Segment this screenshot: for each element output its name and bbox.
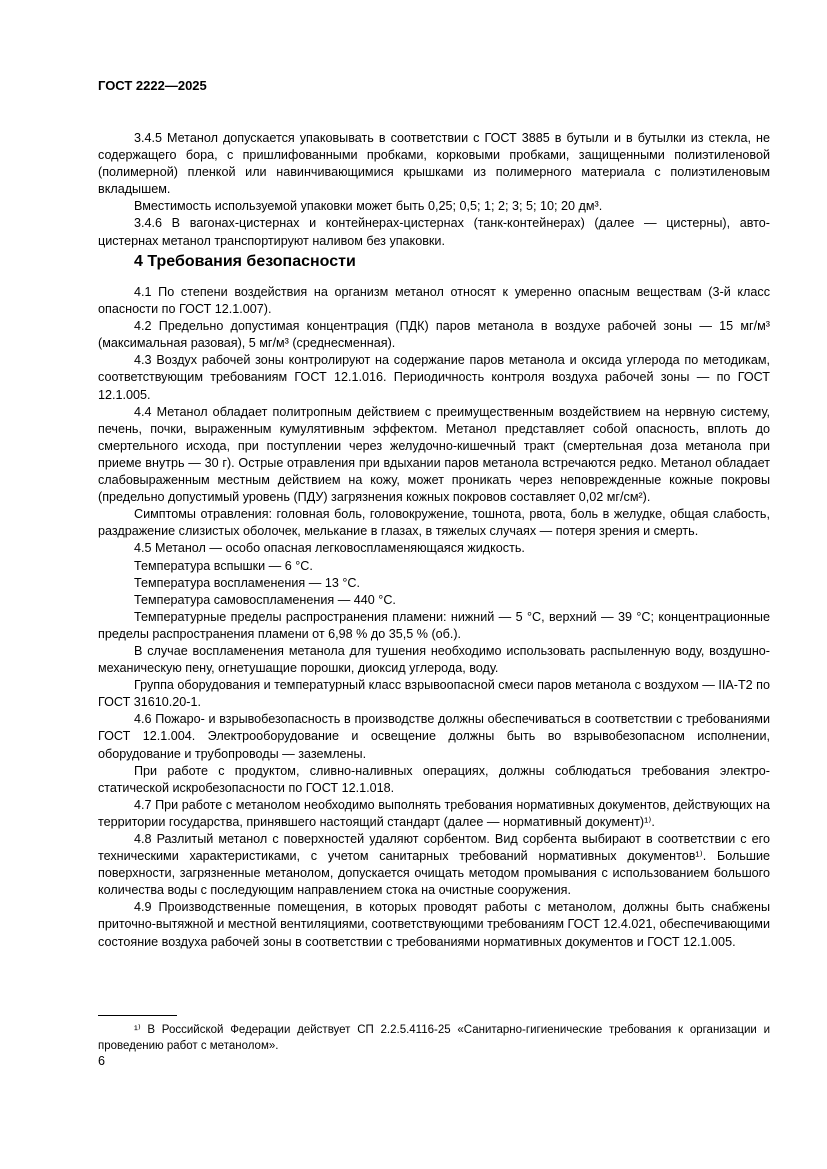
paragraph: 4.1 По степени воздействия на организм метанол относят к умеренно опасным веществам (3-й класс опасности по ГОСТ 12.1.007). — [98, 285, 770, 317]
paragraph: 3.4.5 Метанол допускается упаковывать в соответствии с ГОСТ 3885 в бутыли и в бутылки из стекла, не содержащего бора, с пришлифованными пробками, корковыми пробками, защищенными полиэтиленовой (полимерной) пленкой или навинчивающимися крышками из полимерного материала с полиэтиленовым вкладышем. — [98, 131, 770, 197]
paragraph: Температура воспламенения — 13 °С. — [134, 575, 360, 590]
paragraph: 4.5 Метанол — особо опасная легковоспламеняющаяся жидкость. — [134, 541, 525, 556]
paragraph: Симптомы отравления: головная боль, головокружение, тошнота, рвота, боль в желудке, общая слабость, раздражение слизистых оболочек, мелькание в глазах, в тяжелых случаях — потеря зрения и смерть. — [98, 507, 770, 539]
paragraph: В случае воспламенения метанола для тушения необходимо использовать распыленную воду, воздушно-механическую пену, огнетушащие порошки, диоксид углерода, воду. — [98, 643, 770, 676]
footnote-text: ¹⁾ В Российской Федерации действует СП 2.2.5.4116-25 «Санитарно-гигиенические требования к организации и проведению работ с метанолом». — [98, 1024, 770, 1052]
paragraph: 4.2 Предельно допустимая концентрация (ПДК) паров метанола в воздухе рабочей зоны — 15 мг/м³ (максимальная разовая), 5 мг/м³ (среднесменная). — [98, 319, 770, 351]
paragraph: 4.7 При работе с метанолом необходимо выполнять требования нормативных документов, действующих на территории государства, принявшего настоящий стандарт (далее — нормативный документ)¹⁾. — [98, 797, 770, 829]
document-header: ГОСТ 2222—2025 — [98, 78, 207, 93]
paragraph: 4.6 Пожаро- и взрывобезопасность в производстве должны обеспечиваться в соответствии с требованиями ГОСТ 12.1.004. Электрооборудование и освещение должны быть во взрывобезопасном исполнении, оборудование и трубопроводы — заземлены. — [98, 712, 770, 761]
paragraph: 4.3 Воздух рабочей зоны контролируют на содержание паров метанола и оксида углерода по методикам, соответствующим требованиям ГОСТ 12.1.016. Периодичность контроля воздуха рабочей зоны — по ГОСТ 12.1.005. — [98, 353, 770, 402]
paragraph: 4.4 Метанол обладает политропным действием с преимущественным воздействием на нервную систему, печень, почки, выраженным кумулятивным эффектом. Метанол представляет собой опасность, вплоть до смертельного исхода, при поступлении через желудочно-кишечный тракт (смертельная доза метанола при приеме внутрь — 30 г). Острые отравления при вдыхании паров метанола встречаются редко. Метанол обладает слабовыраженным местным действием на кожу, может проникать через неповрежденные кожные покровы (предельно допустимый уровень (ПДУ) загрязнения кожных покровов составляет 0,02 мг/см²). — [98, 404, 770, 505]
paragraph: 4.9 Производственные помещения, в которых проводят работы с метанолом, должны быть снабжены приточно-вытяжной и местной вентиляциями, соответствующими требованиям ГОСТ 12.4.021, обеспечивающими состояние воздуха рабочей зоны в соответствии с требованиями нормативных документов и ГОСТ 12.1.005. — [98, 900, 770, 949]
paragraph: Температура вспышки — 6 °С. — [134, 558, 313, 573]
footnote — [98, 1022, 770, 1054]
paragraph: Температура самовоспламенения — 440 °С. — [134, 592, 396, 607]
page-number: 6 — [98, 1054, 106, 1068]
paragraph: Температурные пределы распространения пламени: нижний — 5 °С, верхний — 39 °С; концентрационные пределы распространения пламени от 6,98 % до 35,5 % (об.). — [98, 609, 770, 641]
section-title: 4 Требования безопасности — [134, 253, 356, 270]
paragraph: 4.8 Разлитый метанол с поверхностей удаляют сорбентом. Вид сорбента выбирают в соответствии с его техническими характеристиками, с учетом санитарных требований нормативных документов¹⁾. Большие поверхности, загрязненные метанолом, допускается очищать методом промывания с использованием большого количества воды с последующим направлением стока на очистные сооружения. — [98, 832, 770, 898]
paragraph: Вместимость используемой упаковки может быть 0,25; 0,5; 1; 2; 3; 5; 10; 20 дм³. — [134, 199, 603, 214]
intro-text — [98, 130, 770, 250]
paragraph: При работе с продуктом, сливно-наливных операциях, должны соблюдаться требования электростатической искробезопасности по ГОСТ 12.1.018. — [98, 763, 770, 795]
paragraph: 3.4.6 В вагонах-цистернах и контейнерах-цистернах (танк-контейнерах) (далее — цистерны), автоцистернах метанол транспортируют наливом без упаковки. — [98, 216, 770, 248]
paragraph: Группа оборудования и температурный класс взрывоопасной смеси паров метанола с воздухом — IIA-T2 по ГОСТ 31610.20-1. — [98, 678, 770, 710]
section-body — [98, 284, 770, 951]
footnote-divider — [98, 1015, 177, 1016]
